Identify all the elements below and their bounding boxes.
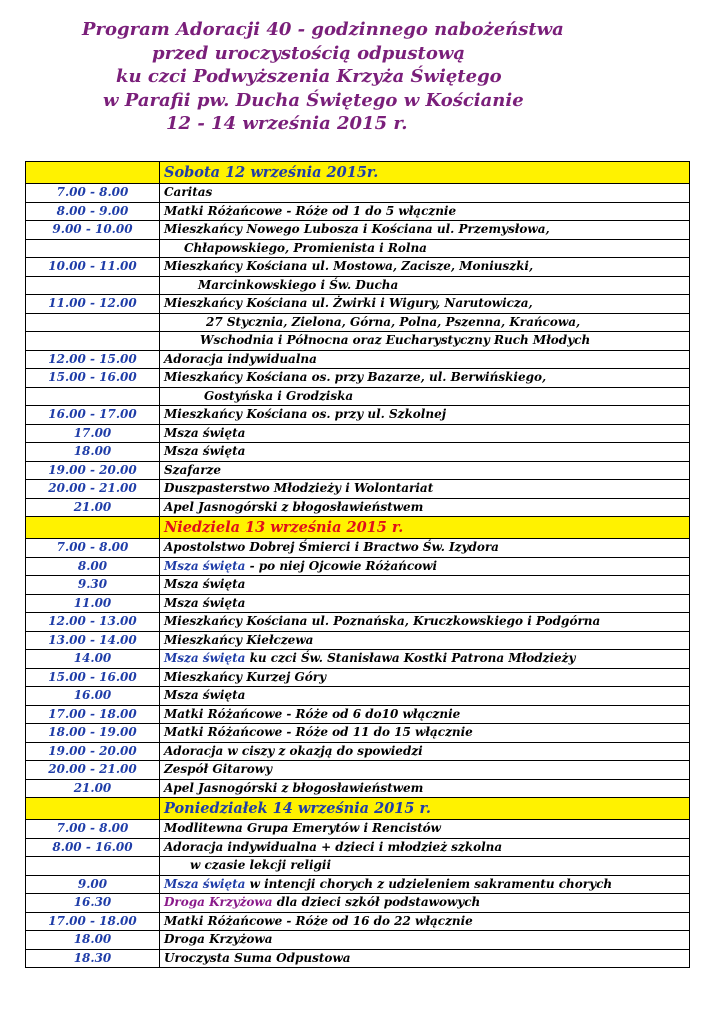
table-row — [26, 369, 690, 388]
time-cell: 18.00 — [26, 443, 160, 462]
desc-cell: Mieszkańcy Kościana os. przy Bazarze, ul. Berwińskiego, — [160, 369, 690, 388]
desc-cell: Mieszkańcy Nowego Lubosza i Kościana ul. Przemysłowa, — [160, 221, 690, 240]
desc-cell: Szafarze — [160, 461, 690, 480]
desc-cell: Caritas — [160, 184, 690, 203]
table-row — [26, 724, 690, 743]
table-row — [26, 668, 690, 687]
time-cell: 8.00 - 9.00 — [26, 202, 160, 221]
desc-cell: Wschodnia i Północna oraz Eucharystyczny Ruch Młodych — [160, 332, 690, 351]
desc-cell: Apostolstwo Dobrej Śmierci i Bractwo Św. Izydora — [160, 539, 690, 558]
time-cell: 9.30 — [26, 576, 160, 595]
table-row — [26, 350, 690, 369]
title-line-3: ku czci Podwyższenia Krzyża Świętego — [116, 66, 502, 87]
desc-cell: Adoracja indywidualna + dzieci i młodzież szkolna — [160, 838, 690, 857]
desc-cell — [160, 557, 690, 576]
table-row — [26, 894, 690, 913]
desc-cell: Msza święta — [160, 687, 690, 706]
table-row — [26, 779, 690, 798]
time-cell: 12.00 - 13.00 — [26, 613, 160, 632]
desc-cell: Matki Różańcowe - Róże od 1 do 5 włącznie — [160, 202, 690, 221]
table-row — [26, 594, 690, 613]
desc-cell: Matki Różańcowe - Róże od 16 do 22 włącznie — [160, 912, 690, 931]
time-cell: 9.00 - 10.00 — [26, 221, 160, 240]
day-label: Niedziela 13 września 2015 r. — [160, 517, 690, 539]
table-row-continued — [26, 857, 690, 876]
day-header-sunday — [26, 517, 690, 539]
time-cell: 21.00 — [26, 779, 160, 798]
desc-cell: Uroczysta Suma Odpustowa — [160, 949, 690, 968]
desc-cell: Chłapowskiego, Promienista i Rolna — [160, 239, 690, 258]
time-cell: 19.00 - 20.00 — [26, 742, 160, 761]
table-row — [26, 202, 690, 221]
time-cell: 16.30 — [26, 894, 160, 913]
stations-label: Droga Krzyżowa — [164, 895, 273, 910]
table-row-continued — [26, 276, 690, 295]
time-cell: 11.00 - 12.00 — [26, 295, 160, 314]
time-cell: 19.00 - 20.00 — [26, 461, 160, 480]
desc-cell: Msza święta — [160, 443, 690, 462]
title-line-4: w Parafii pw. Ducha Świętego w Kościanie — [103, 89, 524, 111]
desc-cell — [160, 894, 690, 913]
table-row — [26, 461, 690, 480]
time-cell: 15.00 - 16.00 — [26, 668, 160, 687]
time-cell: 11.00 — [26, 594, 160, 613]
table-row — [26, 221, 690, 240]
desc-cell: Mieszkańcy Kiełczewa — [160, 631, 690, 650]
table-row-continued — [26, 313, 690, 332]
desc-extra: w intencji chorych z udzieleniem sakramentu chorych — [245, 876, 613, 891]
desc-cell: Apel Jasnogórski z błogosławieństwem — [160, 498, 690, 517]
desc-cell: Mieszkańcy Kościana os. przy ul. Szkolnej — [160, 406, 690, 425]
table-row — [26, 931, 690, 950]
table-row — [26, 742, 690, 761]
time-cell: 20.00 - 21.00 — [26, 480, 160, 499]
time-cell: 21.00 — [26, 498, 160, 517]
table-row — [26, 443, 690, 462]
table-row — [26, 576, 690, 595]
desc-cell: Matki Różańcowe - Róże od 6 do10 włącznie — [160, 705, 690, 724]
time-cell: 18.00 - 19.00 — [26, 724, 160, 743]
time-cell: 15.00 - 16.00 — [26, 369, 160, 388]
desc-extra: dla dzieci szkół podstawowych — [272, 895, 481, 910]
table-row — [26, 650, 690, 669]
table-row — [26, 838, 690, 857]
desc-cell: Modlitewna Grupa Emerytów i Rencistów — [160, 820, 690, 839]
table-row — [26, 687, 690, 706]
time-cell: 9.00 — [26, 875, 160, 894]
time-cell: 17.00 - 18.00 — [26, 912, 160, 931]
table-row — [26, 949, 690, 968]
desc-cell: Duszpasterstwo Młodzieży i Wolontariat — [160, 480, 690, 499]
time-cell: 7.00 - 8.00 — [26, 539, 160, 558]
time-cell: 20.00 - 21.00 — [26, 761, 160, 780]
table-row — [26, 498, 690, 517]
table-row — [26, 406, 690, 425]
time-cell: 13.00 - 14.00 — [26, 631, 160, 650]
time-cell: 16.00 - 17.00 — [26, 406, 160, 425]
table-row-continued — [26, 332, 690, 351]
desc-cell: 27 Stycznia, Zielona, Górna, Polna, Pszenna, Krańcowa, — [160, 313, 690, 332]
time-cell: 7.00 - 8.00 — [26, 820, 160, 839]
desc-cell: w czasie lekcji religii — [160, 857, 690, 876]
day-header-monday — [26, 798, 690, 820]
time-cell: 17.00 — [26, 424, 160, 443]
time-cell: 12.00 - 15.00 — [26, 350, 160, 369]
desc-cell: Zespół Gitarowy — [160, 761, 690, 780]
table-row — [26, 258, 690, 277]
time-cell: 16.00 — [26, 687, 160, 706]
table-row — [26, 539, 690, 558]
table-row — [26, 184, 690, 203]
table-row — [26, 705, 690, 724]
desc-cell: Mieszkańcy Kościana ul. Poznańska, Kruczkowskiego i Podgórna — [160, 613, 690, 632]
desc-cell: Msza święta — [160, 424, 690, 443]
desc-extra: - po niej Ojcowie Różańcowi — [245, 558, 438, 573]
table-row — [26, 424, 690, 443]
schedule-table — [25, 161, 690, 968]
desc-cell: Msza święta — [160, 576, 690, 595]
table-row — [26, 912, 690, 931]
desc-cell: Marcinkowskiego i Św. Ducha — [160, 276, 690, 295]
desc-cell: Matki Różańcowe - Róże od 11 do 15 włącznie — [160, 724, 690, 743]
desc-cell: Droga Krzyżowa — [160, 931, 690, 950]
table-row — [26, 295, 690, 314]
day-label: Poniedziałek 14 września 2015 r. — [160, 798, 690, 820]
desc-extra: ku czci Św. Stanisława Kostki Patrona Młodzieży — [245, 651, 576, 666]
time-cell: 14.00 — [26, 650, 160, 669]
desc-cell: Mieszkańcy Kościana ul. Mostowa, Zacisze, Moniuszki, — [160, 258, 690, 277]
desc-cell: Mieszkańcy Kurzej Góry — [160, 668, 690, 687]
title-line-2: przed uroczystością odpustową — [152, 42, 466, 64]
document-title — [0, 18, 725, 136]
desc-cell: Msza święta — [160, 594, 690, 613]
time-cell: 7.00 - 8.00 — [26, 184, 160, 203]
table-row — [26, 613, 690, 632]
time-cell: 18.30 — [26, 949, 160, 968]
mass-label: Msza święta — [164, 558, 246, 573]
time-cell: 8.00 - 16.00 — [26, 838, 160, 857]
table-row — [26, 820, 690, 839]
table-row-continued — [26, 387, 690, 406]
desc-cell: Mieszkańcy Kościana ul. Żwirki i Wigury, Narutowicza, — [160, 295, 690, 314]
title-line-1: Program Adoracji 40 - godzinnego nabożeństwa — [82, 19, 564, 40]
desc-cell: Apel Jasnogórski z błogosławieństwem — [160, 779, 690, 798]
day-label: Sobota 12 września 2015r. — [160, 162, 690, 184]
table-row — [26, 875, 690, 894]
desc-cell — [160, 650, 690, 669]
mass-label: Msza święta — [164, 651, 246, 666]
day-header-saturday — [26, 162, 690, 184]
time-cell: 10.00 - 11.00 — [26, 258, 160, 277]
table-row — [26, 761, 690, 780]
desc-cell — [160, 875, 690, 894]
table-row — [26, 557, 690, 576]
table-row — [26, 631, 690, 650]
time-cell: 8.00 — [26, 557, 160, 576]
time-cell: 17.00 - 18.00 — [26, 705, 160, 724]
mass-label: Msza święta — [164, 876, 246, 891]
table-row-continued — [26, 239, 690, 258]
desc-cell: Adoracja indywidualna — [160, 350, 690, 369]
title-line-5: 12 - 14 września 2015 r. — [166, 113, 408, 134]
time-cell: 18.00 — [26, 931, 160, 950]
table-row — [26, 480, 690, 499]
desc-cell: Adoracja w ciszy z okazją do spowiedzi — [160, 742, 690, 761]
desc-cell: Gostyńska i Grodziska — [160, 387, 690, 406]
